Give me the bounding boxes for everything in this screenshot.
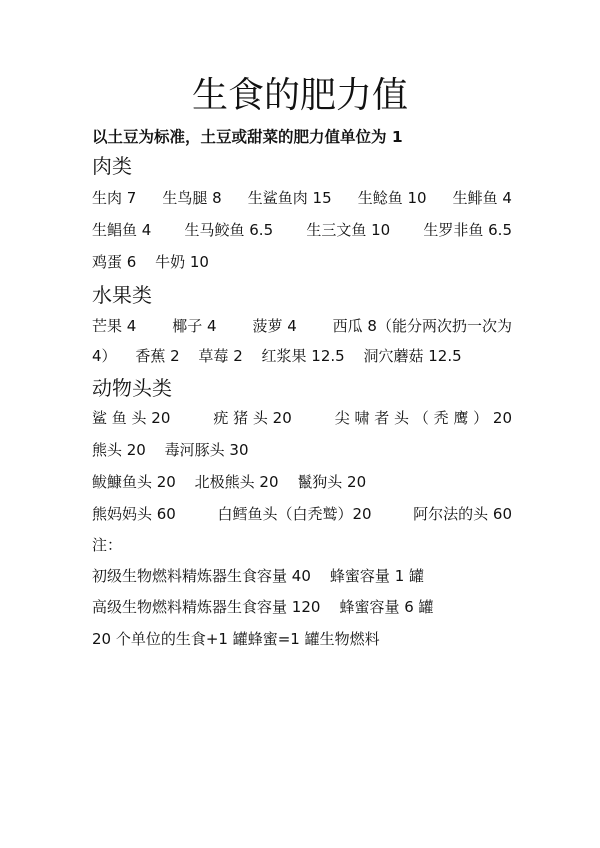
head-item: 尖 啸 者 头 （ 秃 鹰 ） 20 [334, 409, 512, 427]
meat-row-1 [92, 187, 512, 209]
meat-item: 生鸟腿 8 [162, 189, 222, 207]
heads-row-2 [92, 439, 512, 461]
fruit-item: 红浆果 12.5 [261, 347, 345, 365]
heads-row-4 [92, 503, 512, 525]
section-heading-fruit: 水果类 [92, 283, 152, 307]
note-line: 初级生物燃料精炼器生食容量 40 蜂蜜容量 1 罐 [92, 567, 425, 585]
meat-item: 生三文鱼 10 [306, 221, 391, 239]
meat-item: 生鲳鱼 4 [92, 221, 152, 239]
meat-item: 生马鲛鱼 6.5 [184, 221, 274, 239]
section-heading-meat: 肉类 [92, 154, 132, 178]
meat-item: 鸡蛋 6 [92, 253, 137, 271]
head-item: 鲨 鱼 头 20 [92, 409, 171, 427]
section-heading-heads: 动物头类 [92, 376, 172, 400]
meat-row-2 [92, 219, 512, 241]
fruit-item: 4） [92, 347, 117, 365]
head-item: 北极熊头 20 [194, 473, 279, 491]
head-item: 毒河豚头 30 [164, 441, 249, 459]
fruit-item: 菠萝 4 [252, 317, 297, 335]
head-item: 阿尔法的头 60 [413, 505, 512, 523]
fruit-item: 椰子 4 [172, 317, 217, 335]
head-item: 鲅鱇鱼头 20 [92, 473, 176, 491]
meat-item: 生鲱鱼 4 [452, 189, 512, 207]
meat-item: 生肉 7 [92, 189, 137, 207]
document-subtitle: 以土豆为标准，土豆或甜菜的肥力值单位为 1 [92, 128, 403, 146]
meat-item: 生鲶鱼 10 [357, 189, 427, 207]
fruit-item: 洞穴蘑菇 12.5 [363, 347, 462, 365]
fruit-item: 香蕉 2 [135, 347, 180, 365]
heads-row-1 [92, 407, 512, 429]
fruit-item: 西瓜 8（能分两次扔一次为 [332, 317, 512, 335]
note-line: 20 个单位的生食+1 罐蜂蜜=1 罐生物燃料 [92, 630, 380, 648]
meat-item: 牛奶 10 [155, 253, 209, 271]
fruit-item: 草莓 2 [198, 347, 243, 365]
fruit-row-1 [92, 315, 512, 337]
fruit-row-2 [92, 345, 512, 367]
head-item: 白鳕鱼头（白秃鹫）20 [217, 505, 372, 523]
meat-item: 生鲨鱼肉 15 [247, 189, 332, 207]
head-item: 鬣狗头 20 [297, 473, 367, 491]
notes-label: 注： [92, 536, 123, 554]
head-item: 疣 猪 头 20 [213, 409, 292, 427]
head-item: 熊头 20 [92, 441, 146, 459]
heads-row-3 [92, 471, 512, 493]
note-line: 高级生物燃料精炼器生食容量 120 蜂蜜容量 6 罐 [92, 598, 434, 616]
meat-item: 生罗非鱼 6.5 [423, 221, 512, 239]
meat-row-3 [92, 251, 512, 273]
head-item: 熊妈妈头 60 [92, 505, 176, 523]
document-title: 生食的肥力值 [191, 75, 408, 116]
fruit-item: 芒果 4 [92, 317, 137, 335]
